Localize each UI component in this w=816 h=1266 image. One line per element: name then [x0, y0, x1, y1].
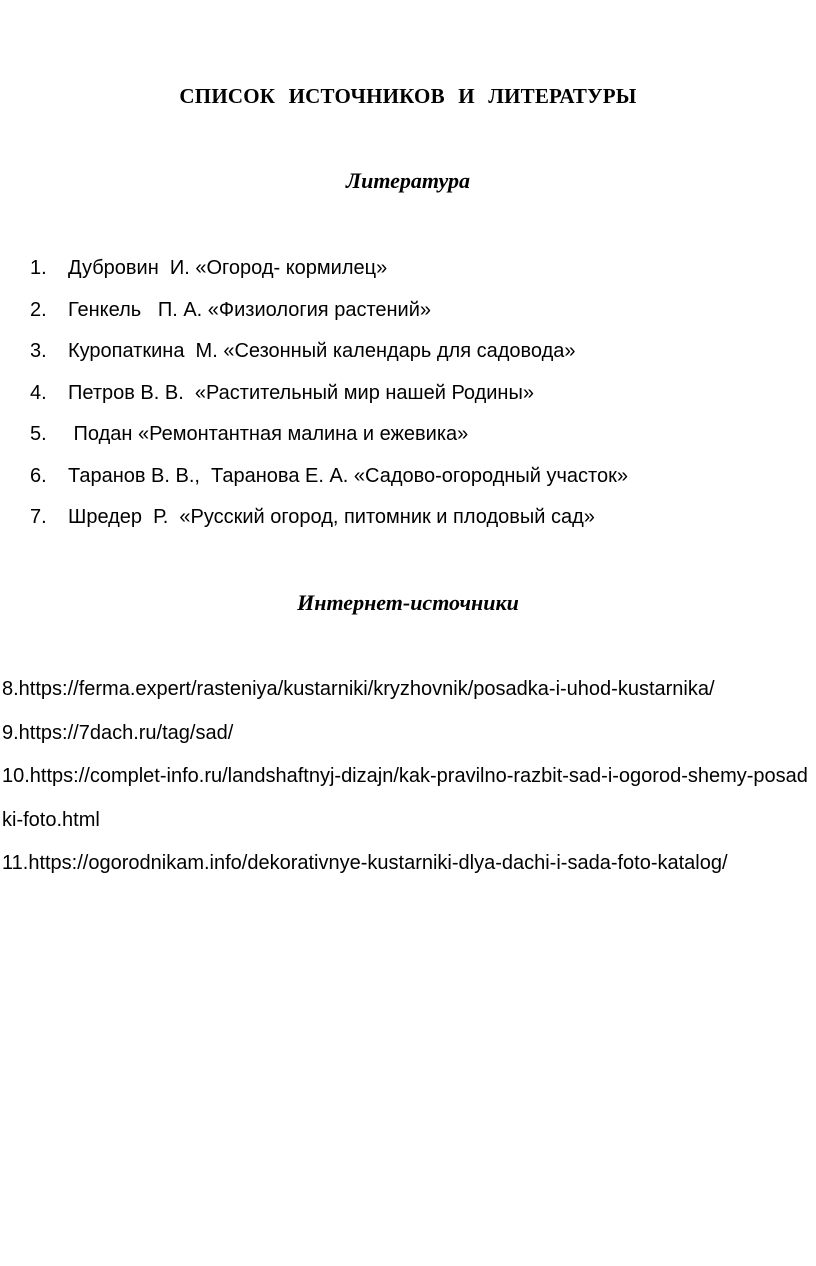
internet-sources-list — [2, 668, 814, 886]
literature-item-text: Таранов В. В., Таранова Е. А. «Садово-огородный участок» — [68, 464, 628, 487]
literature-list — [0, 248, 816, 539]
internet-source-link: 10.https://complet-info.ru/landshaftnyj-dizajn/kak-pravilno-razbit-sad-i-ogorod-shemy-posadki-foto.html — [2, 765, 808, 831]
literature-item — [0, 456, 816, 498]
literature-item — [0, 331, 816, 373]
internet-source-link: 8.https://ferma.expert/rasteniya/kustarniki/kryzhovnik/posadka-i-uhod-kustarnika/ — [2, 678, 715, 700]
literature-item-number: 5. — [30, 423, 47, 445]
literature-item-number: 3. — [30, 340, 47, 362]
literature-item-text: Петров В. В. «Растительный мир нашей Родины» — [68, 381, 534, 404]
internet-source-link: 9.https://7dach.ru/tag/sad/ — [2, 721, 234, 744]
page-title: СПИСОК ИСТОЧНИКОВ И ЛИТЕРАТУРЫ — [179, 84, 637, 108]
literature-item — [0, 373, 816, 415]
literature-item — [0, 414, 816, 456]
literature-item-text: Куропаткина М. «Сезонный календарь для садовода» — [68, 340, 576, 362]
literature-item-text: Шредер Р. «Русский огород, питомник и плодовый сад» — [68, 506, 595, 528]
internet-source-link: 11.https://ogorodnikam.info/dekorativnye-kustarniki-dlya-dachi-i-sada-foto-katalog/ — [2, 852, 728, 874]
internet-sources-heading: Интернет-источники — [297, 590, 519, 615]
literature-item — [0, 248, 816, 290]
literature-item-number: 4. — [30, 381, 47, 404]
literature-item-number: 2. — [30, 298, 47, 321]
literature-item-text: Генкель П. А. «Физиология растений» — [68, 298, 432, 321]
literature-item — [0, 290, 816, 332]
literature-item-number: 6. — [30, 464, 47, 487]
literature-item — [0, 497, 816, 539]
literature-heading: Литература — [346, 168, 470, 193]
literature-item-text: Дубровин И. «Огород- кормилец» — [68, 257, 388, 279]
literature-item-number: 7. — [30, 506, 47, 528]
literature-item-number: 1. — [30, 257, 47, 279]
literature-item-text: Подан «Ремонтантная малина и ежевика» — [68, 423, 469, 445]
